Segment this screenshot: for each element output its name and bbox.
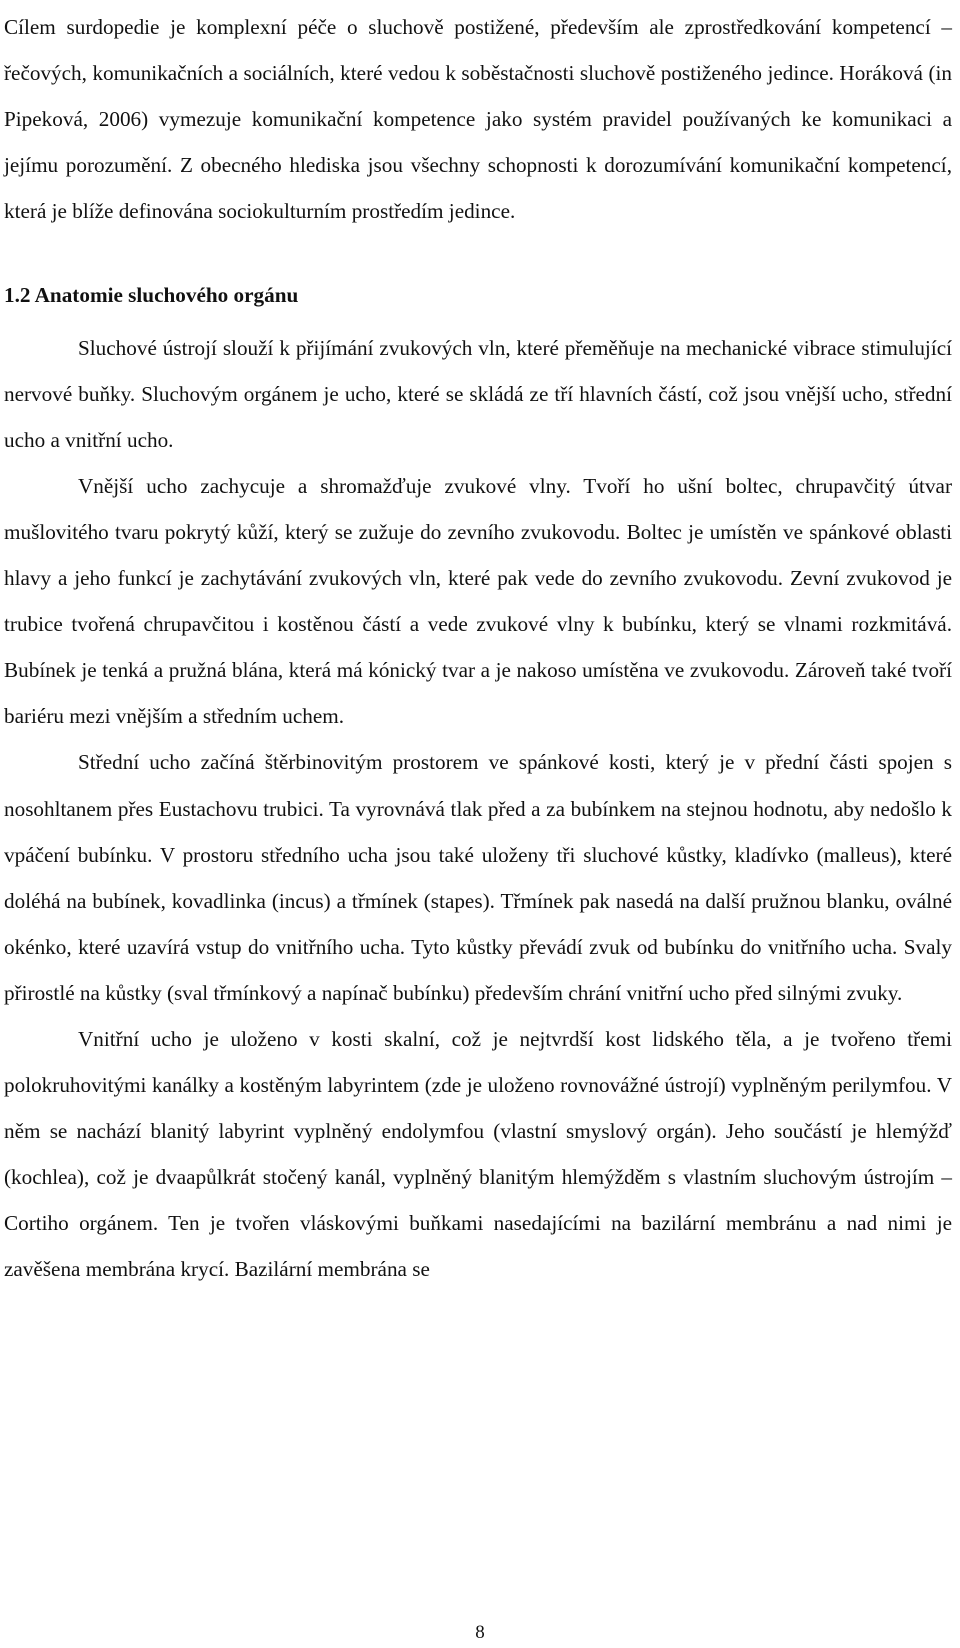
section-heading: 1.2 Anatomie sluchového orgánu [4,283,299,308]
paragraph-sluchove-ustroji: Sluchové ústrojí slouží k přijímání zvukových vln, které přeměňuje na mechanické vibrace stimulující nervové buňky. Sluchovým orgánem je ucho, které se skládá ze tří hlavních částí, což jsou vnější ucho, střední ucho a vnitřní ucho. [4,335,952,452]
paragraph-surdopedie: Cílem surdopedie je komplexní péče o sluchově postižené, především ale zprostředkování kompetencí – řečových, komunikačních a sociálních, které vedou k soběstačnosti sluchově postiženého jedince. Horáková (in Pipeková, 2006) vymezuje komunikační kompetence jako systém pravidel používaných ke komunikaci a jejímu porozumění. Z obecného hlediska jsou všechny schopnosti k dorozumívání komunikační kompetencí, která je blíže definována sociokulturním prostředím jedince. [4,15,952,224]
paragraph-vnejsi-ucho: Vnější ucho zachycuje a shromažďuje zvukové vlny. Tvoří ho ušní boltec, chrupavčitý útvar mušlovitého tvaru pokrytý kůží, který se zužuje do zevního zvukovodu. Boltec je umístěn ve spánkové oblasti hlavy a jeho funkcí je zachytávání zvukových vln, které pak vede do zevního zvukovodu. Zevní zvukovod je trubice tvořená chrupavčitou i kostěnou částí a vede zvukové vlny k bubínku, který se vlnami rozkmitává. Bubínek je tenká a pružná blána, která má kónický tvar a je nakoso umístěna ve zvukovodu. Zároveň také tvoří bariéru mezi vnějším a středním uchem. [4,473,952,729]
paragraph-stredni-ucho: Střední ucho začíná štěrbinovitým prostorem ve spánkové kosti, který je v přední části spojen s nosohltanem přes Eustachovu trubici. Ta vyrovnává tlak před a za bubínkem na stejnou hodnotu, aby nedošlo k vpáčení bubínku. V prostoru středního ucha jsou také uloženy tři sluchové kůstky, kladívko (malleus), které doléhá na bubínek, kovadlinka (incus) a třmínek (stapes). Třmínek pak nasedá na další pružnou blanku, oválné okénko, které uzavírá vstup do vnitřního ucha. Tyto kůstky převádí zvuk od bubínku do vnitřního ucha. Svaly přirostlé na kůstky (sval třmínkový a napínač bubínku) především chrání vnitřní ucho před silnými zvuky. [4,750,952,1005]
page-number: 8 [475,1622,485,1643]
paragraph-vnitrni-ucho: Vnitřní ucho je uloženo v kosti skalní, což je nejtvrdší kost lidského těla, a je tvořeno třemi polokruhovitými kanálky a kostěným labyrintem (zde je uloženo rovnovážné ústrojí) vyplněným perilymfou. V něm se nachází blanitý labyrint vyplněný endolymfou (vlastní smyslový orgán). Jeho součástí je hlemýžď (kochlea), což je dvaapůlkrát stočený kanál, vyplněný blanitým hlemýžděm s vlastním sluchovým ústrojím – Cortiho orgánem. Ten je tvořen vláskovými buňkami nasedajícími na bazilární membránu a nad nimi je zavěšena membrána krycí. Bazilární membrána se [4,1026,952,1282]
body-text [4,4,952,1293]
